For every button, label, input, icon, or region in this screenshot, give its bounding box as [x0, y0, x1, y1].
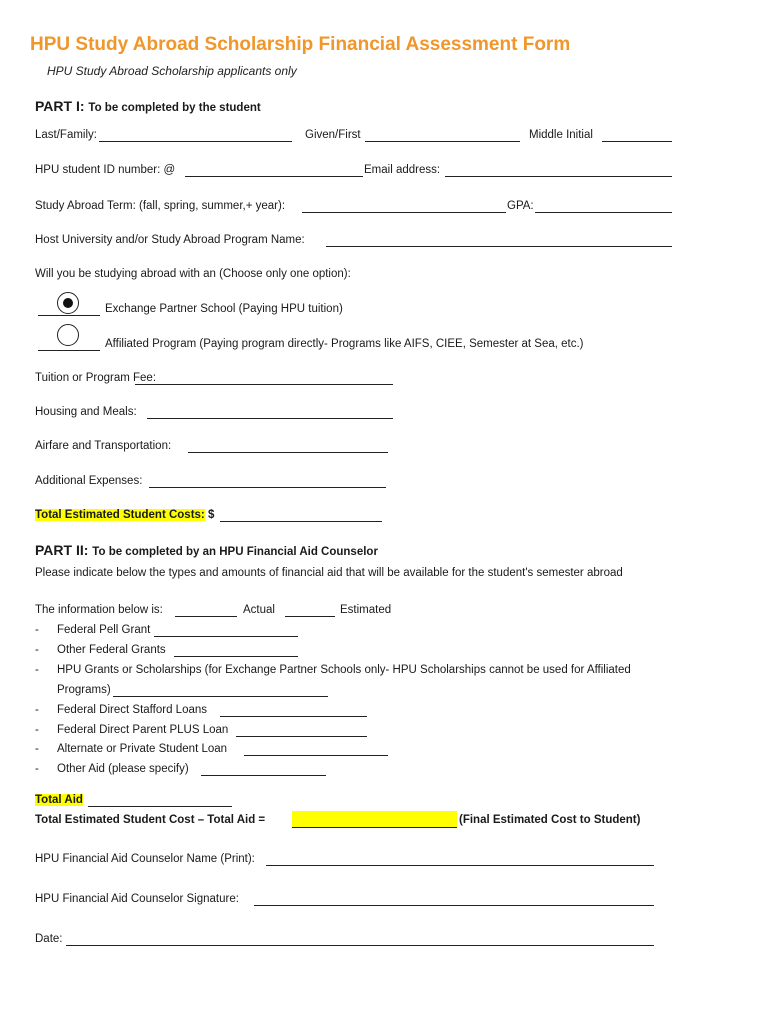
- final-cost-field[interactable]: [292, 811, 457, 828]
- choose-label: Will you be studying abroad with an (Choose only one option):: [35, 268, 351, 280]
- cost-minus-aid-label: Total Estimated Student Cost – Total Aid =: [35, 814, 266, 826]
- form-title: HPU Study Abroad Scholarship Financial Assessment Form: [30, 34, 571, 55]
- option-exchange-radio[interactable]: [57, 292, 79, 314]
- aid-stafford-field[interactable]: [220, 716, 367, 717]
- option-exchange-line: [38, 315, 100, 316]
- option-exchange-label: Exchange Partner School (Paying HPU tuition): [105, 303, 343, 315]
- list-bullet: -: [35, 704, 39, 716]
- list-bullet: -: [35, 724, 39, 736]
- part2-instructions: Please indicate below the types and amounts of financial aid that will be available for the student's semester abroad: [35, 567, 623, 579]
- aid-stafford-label: Federal Direct Stafford Loans: [57, 704, 208, 716]
- gpa-field[interactable]: [535, 212, 672, 213]
- option-affiliated-label: Affiliated Program (Paying program directly- Programs like AIFS, CIEE, Semester at Sea, etc.): [105, 338, 584, 350]
- middle-initial-field[interactable]: [602, 141, 672, 142]
- aid-federal-grants-label: Other Federal Grants: [57, 644, 166, 656]
- given-name-label: Given/First: [305, 129, 361, 141]
- part2-heading-label: PART II:: [35, 542, 89, 558]
- total-aid-text: Total Aid: [35, 794, 83, 806]
- aid-plus-label: Federal Direct Parent PLUS Loan: [57, 724, 229, 736]
- actual-check-line[interactable]: [175, 616, 237, 617]
- last-name-label: Last/Family:: [35, 129, 97, 141]
- aid-pell-field[interactable]: [154, 636, 298, 637]
- counselor-name-label: HPU Financial Aid Counselor Name (Print):: [35, 853, 255, 865]
- estimated-label: Estimated: [340, 604, 392, 616]
- list-bullet: -: [35, 763, 39, 775]
- tuition-label: Tuition or Program Fee:: [35, 372, 157, 384]
- counselor-name-field[interactable]: [266, 865, 654, 866]
- housing-field[interactable]: [147, 418, 393, 419]
- aid-private-loan-field[interactable]: [244, 755, 388, 756]
- aid-other-label: Other Aid (please specify): [57, 763, 189, 775]
- aid-other-field[interactable]: [201, 775, 326, 776]
- housing-label: Housing and Meals:: [35, 406, 137, 418]
- total-costs-field[interactable]: [220, 521, 382, 522]
- gpa-label: GPA:: [507, 200, 534, 212]
- email-label: Email address:: [364, 164, 441, 176]
- airfare-label: Airfare and Transportation:: [35, 440, 172, 452]
- date-field[interactable]: [66, 945, 654, 946]
- email-field[interactable]: [445, 176, 672, 177]
- actual-label: Actual: [243, 604, 275, 616]
- given-name-field[interactable]: [365, 141, 520, 142]
- aid-plus-field[interactable]: [236, 736, 367, 737]
- list-bullet: -: [35, 624, 39, 636]
- list-bullet: -: [35, 644, 39, 656]
- estimated-check-line[interactable]: [285, 616, 335, 617]
- aid-hpu-grants-field[interactable]: [113, 696, 328, 697]
- aid-private-loan-label: Alternate or Private Student Loan: [57, 743, 228, 755]
- aid-federal-grants-field[interactable]: [174, 656, 298, 657]
- part1-heading-note: To be completed by the student: [88, 102, 261, 114]
- part2-heading: [35, 542, 378, 558]
- total-aid-field[interactable]: [88, 806, 232, 807]
- counselor-signature-label: HPU Financial Aid Counselor Signature:: [35, 893, 239, 905]
- date-label: Date:: [35, 933, 63, 945]
- total-costs-currency: $: [207, 509, 215, 521]
- form-subtitle: HPU Study Abroad Scholarship applicants only: [47, 64, 297, 78]
- list-bullet: -: [35, 743, 39, 755]
- aid-hpu-grants-label: HPU Grants or Scholarships (for Exchange Partner Schools only- HPU Scholarships cannot be used for Affiliated: [57, 664, 631, 676]
- airfare-field[interactable]: [188, 452, 388, 453]
- additional-field[interactable]: [149, 487, 386, 488]
- list-bullet: -: [35, 664, 39, 676]
- total-costs-row: [35, 509, 214, 521]
- middle-initial-label: Middle Initial: [529, 129, 593, 141]
- aid-pell-label: Federal Pell Grant: [57, 624, 151, 636]
- term-field[interactable]: [302, 212, 506, 213]
- additional-label: Additional Expenses:: [35, 475, 143, 487]
- host-field[interactable]: [326, 246, 672, 247]
- part2-heading-note: To be completed by an HPU Financial Aid Counselor: [92, 546, 378, 558]
- term-label: Study Abroad Term: (fall, spring, summer,+ year):: [35, 200, 286, 212]
- option-affiliated-radio[interactable]: [57, 324, 79, 346]
- final-cost-label: (Final Estimated Cost to Student): [459, 814, 641, 826]
- total-costs-label: Total Estimated Student Costs:: [35, 509, 205, 521]
- option-affiliated-line: [38, 350, 100, 351]
- last-name-field[interactable]: [99, 141, 292, 142]
- student-id-label: HPU student ID number: @: [35, 164, 176, 176]
- counselor-signature-field[interactable]: [254, 905, 654, 906]
- radio-selected-dot: [63, 298, 73, 308]
- part1-heading-label: PART I:: [35, 98, 85, 114]
- tuition-field[interactable]: [135, 384, 393, 385]
- host-label: Host University and/or Study Abroad Program Name:: [35, 234, 305, 246]
- part1-heading: [35, 98, 261, 114]
- info-label: The information below is:: [35, 604, 163, 616]
- total-aid-label: [35, 794, 83, 806]
- student-id-field[interactable]: [185, 176, 363, 177]
- aid-hpu-grants-label-cont: Programs): [57, 684, 111, 696]
